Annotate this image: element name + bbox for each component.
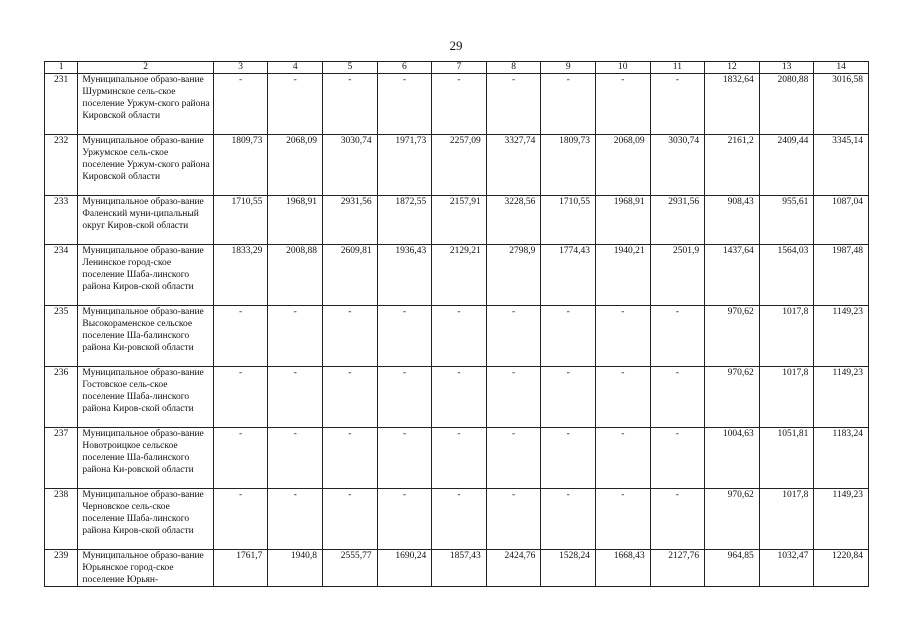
value-cell: - — [486, 428, 541, 489]
value-cell: 2609,81 — [323, 245, 378, 306]
value-cell: - — [650, 489, 705, 550]
value-cell: 1968,91 — [595, 196, 650, 245]
column-header: 11 — [650, 62, 705, 74]
value-cell: 964,85 — [705, 550, 760, 587]
column-header: 5 — [323, 62, 378, 74]
value-cell: 2798,9 — [486, 245, 541, 306]
value-cell: - — [595, 367, 650, 428]
row-number-cell: 237 — [45, 428, 78, 489]
value-cell: - — [486, 367, 541, 428]
table-row — [45, 245, 869, 306]
value-cell: - — [650, 306, 705, 367]
value-cell: 1668,43 — [595, 550, 650, 587]
value-cell: - — [486, 306, 541, 367]
value-cell: 1149,23 — [814, 367, 869, 428]
value-cell: - — [323, 428, 378, 489]
row-number-cell: 231 — [45, 74, 78, 135]
value-cell: - — [213, 306, 268, 367]
value-cell: - — [377, 489, 432, 550]
value-cell: - — [213, 74, 268, 135]
value-cell: 2127,76 — [650, 550, 705, 587]
value-cell: 1149,23 — [814, 306, 869, 367]
value-cell: 1971,73 — [377, 135, 432, 196]
municipality-name-cell: Муниципальное образо-вание Новотроицкое сельское поселение Ша-балинского района Ки-ровской области — [78, 428, 213, 489]
value-cell: - — [213, 428, 268, 489]
value-cell: 1872,55 — [377, 196, 432, 245]
value-cell: 2080,88 — [759, 74, 814, 135]
value-cell: - — [595, 74, 650, 135]
row-number-cell: 236 — [45, 367, 78, 428]
value-cell: - — [595, 306, 650, 367]
value-cell: 1774,43 — [541, 245, 596, 306]
value-cell: 1437,64 — [705, 245, 760, 306]
column-header: 1 — [45, 62, 78, 74]
value-cell: 2068,09 — [595, 135, 650, 196]
value-cell: 1149,23 — [814, 489, 869, 550]
value-cell: 1051,81 — [759, 428, 814, 489]
table-header — [45, 62, 869, 74]
value-cell: 1017,8 — [759, 489, 814, 550]
table-row — [45, 196, 869, 245]
value-cell: 1004,63 — [705, 428, 760, 489]
table-row — [45, 428, 869, 489]
municipality-name-cell: Муниципальное образо-вание Ленинское город-ское поселение Шаба-линского района Киров-ской области — [78, 245, 213, 306]
value-cell: 3030,74 — [323, 135, 378, 196]
value-cell: - — [650, 367, 705, 428]
value-cell: 2555,77 — [323, 550, 378, 587]
municipality-name-cell: Муниципальное образо-вание Фаленский муни-ципальный округ Киров-ской области — [78, 196, 213, 245]
table-row — [45, 489, 869, 550]
value-cell: - — [268, 74, 323, 135]
page-number: 29 — [449, 38, 463, 53]
value-cell: - — [323, 489, 378, 550]
value-cell: 1761,7 — [213, 550, 268, 587]
value-cell: - — [486, 74, 541, 135]
value-cell: 2424,76 — [486, 550, 541, 587]
value-cell: 3228,56 — [486, 196, 541, 245]
value-cell: - — [595, 489, 650, 550]
value-cell: - — [432, 428, 487, 489]
header-row — [45, 62, 869, 74]
municipality-name-cell: Муниципальное образо-вание Юрьянское город-ское поселение Юрьян- — [78, 550, 213, 587]
value-cell: - — [213, 367, 268, 428]
value-cell: - — [541, 489, 596, 550]
value-cell: 1564,03 — [759, 245, 814, 306]
value-cell: 1087,04 — [814, 196, 869, 245]
value-cell: 2068,09 — [268, 135, 323, 196]
value-cell: 2129,21 — [432, 245, 487, 306]
value-cell: 1710,55 — [213, 196, 268, 245]
value-cell: - — [213, 489, 268, 550]
value-cell: 1690,24 — [377, 550, 432, 587]
value-cell: 3327,74 — [486, 135, 541, 196]
value-cell: 2257,09 — [432, 135, 487, 196]
row-number-cell: 238 — [45, 489, 78, 550]
value-cell: 1987,48 — [814, 245, 869, 306]
table-row — [45, 367, 869, 428]
value-cell: 2008,88 — [268, 245, 323, 306]
value-cell: - — [268, 306, 323, 367]
column-header: 8 — [486, 62, 541, 74]
column-header: 13 — [759, 62, 814, 74]
municipality-name-cell: Муниципальное образо-вание Гостовское сель-ское поселение Шаба-линского района Киров-ской области — [78, 367, 213, 428]
value-cell: 1710,55 — [541, 196, 596, 245]
value-cell: 3016,58 — [814, 74, 869, 135]
column-header: 12 — [705, 62, 760, 74]
municipality-name-cell: Муниципальное образо-вание Черновское сель-ское поселение Шаба-линского района Киров-ской области — [78, 489, 213, 550]
column-header: 9 — [541, 62, 596, 74]
table-row — [45, 306, 869, 367]
value-cell: - — [323, 367, 378, 428]
value-cell: - — [268, 428, 323, 489]
value-cell: 3345,14 — [814, 135, 869, 196]
value-cell: - — [323, 306, 378, 367]
value-cell: - — [377, 74, 432, 135]
value-cell: - — [541, 74, 596, 135]
value-cell: - — [432, 74, 487, 135]
row-number-cell: 234 — [45, 245, 78, 306]
value-cell: 1968,91 — [268, 196, 323, 245]
value-cell: 970,62 — [705, 489, 760, 550]
value-cell: - — [377, 367, 432, 428]
value-cell: 2409,44 — [759, 135, 814, 196]
value-cell: 970,62 — [705, 306, 760, 367]
column-header: 3 — [213, 62, 268, 74]
value-cell: 1528,24 — [541, 550, 596, 587]
value-cell: 955,61 — [759, 196, 814, 245]
value-cell: - — [650, 428, 705, 489]
table-body — [45, 74, 869, 587]
value-cell: - — [377, 306, 432, 367]
value-cell: 1809,73 — [213, 135, 268, 196]
value-cell: 970,62 — [705, 367, 760, 428]
table-row — [45, 74, 869, 135]
row-number-cell: 239 — [45, 550, 78, 587]
municipality-name-cell: Муниципальное образо-вание Уржумское сель-ское поселение Уржум-ского района Кировской области — [78, 135, 213, 196]
value-cell: 1857,43 — [432, 550, 487, 587]
value-cell: 1940,8 — [268, 550, 323, 587]
value-cell: 2501,9 — [650, 245, 705, 306]
value-cell: - — [323, 74, 378, 135]
value-cell: 1220,84 — [814, 550, 869, 587]
value-cell: 1017,8 — [759, 367, 814, 428]
value-cell: 2161,2 — [705, 135, 760, 196]
row-number-cell: 232 — [45, 135, 78, 196]
value-cell: 2157,91 — [432, 196, 487, 245]
value-cell: 1936,43 — [377, 245, 432, 306]
column-header: 2 — [78, 62, 213, 74]
column-header: 6 — [377, 62, 432, 74]
column-header: 10 — [595, 62, 650, 74]
value-cell: - — [541, 306, 596, 367]
value-cell: - — [377, 428, 432, 489]
municipality-name-cell: Муниципальное образо-вание Шурминское сель-ское поселение Уржум-ского района Кировской области — [78, 74, 213, 135]
value-cell: - — [268, 489, 323, 550]
row-number-cell: 233 — [45, 196, 78, 245]
value-cell: - — [541, 367, 596, 428]
value-cell: 1183,24 — [814, 428, 869, 489]
column-header: 7 — [432, 62, 487, 74]
column-header: 14 — [814, 62, 869, 74]
value-cell: 1833,29 — [213, 245, 268, 306]
table-row — [45, 135, 869, 196]
municipality-name-cell: Муниципальное образо-вание Высокораменское сельское поселение Ша-балинского района Ки-ровской области — [78, 306, 213, 367]
value-cell: - — [541, 428, 596, 489]
value-cell: 1809,73 — [541, 135, 596, 196]
value-cell: 1017,8 — [759, 306, 814, 367]
value-cell: - — [595, 428, 650, 489]
value-cell: 1940,21 — [595, 245, 650, 306]
value-cell: 908,43 — [705, 196, 760, 245]
value-cell: 3030,74 — [650, 135, 705, 196]
value-cell: - — [432, 489, 487, 550]
column-header: 4 — [268, 62, 323, 74]
value-cell: 1832,64 — [705, 74, 760, 135]
value-cell: 1032,47 — [759, 550, 814, 587]
table-row — [45, 550, 869, 587]
value-cell: - — [486, 489, 541, 550]
value-cell: 2931,56 — [323, 196, 378, 245]
value-cell: 2931,56 — [650, 196, 705, 245]
value-cell: - — [268, 367, 323, 428]
value-cell: - — [432, 306, 487, 367]
row-number-cell: 235 — [45, 306, 78, 367]
value-cell: - — [432, 367, 487, 428]
tariff-table — [44, 61, 869, 587]
value-cell: - — [650, 74, 705, 135]
